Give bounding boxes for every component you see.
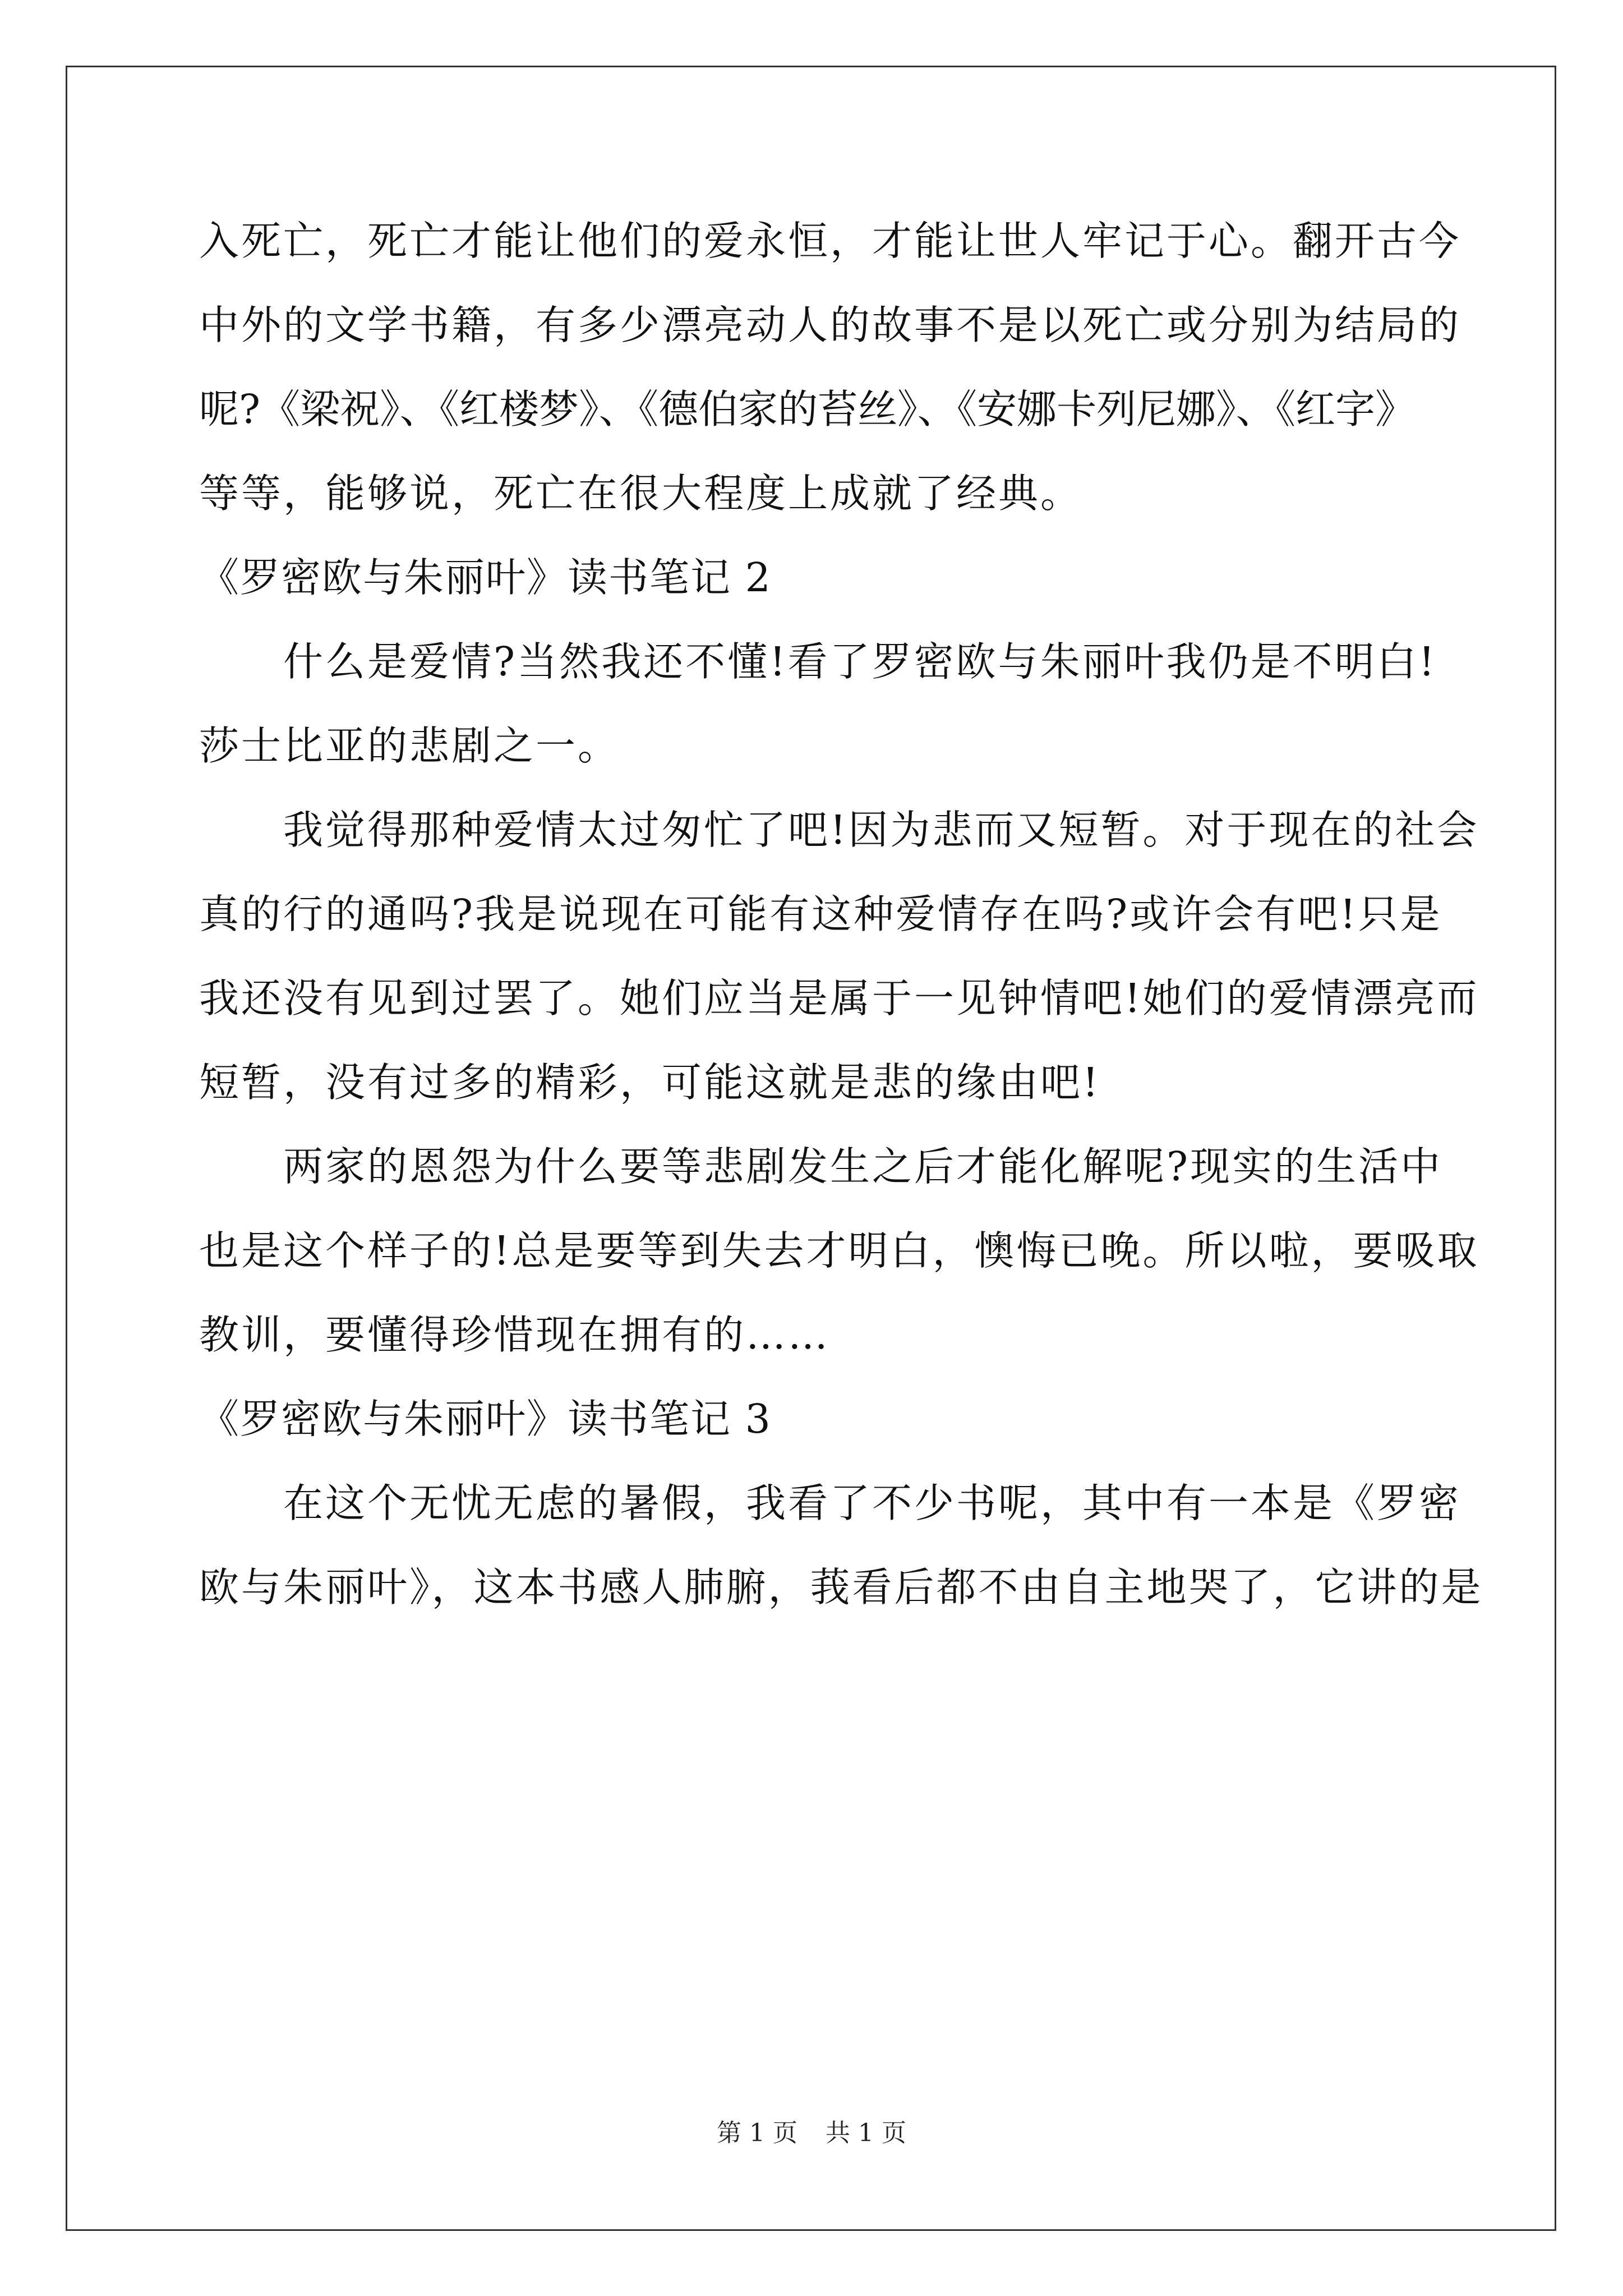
text-line: 等等，能够说，死亡在很大程度上成就了经典。 <box>199 470 1083 517</box>
section-heading: 《罗密欧与朱丽叶》读书笔记 2 <box>199 554 772 601</box>
text-line: 呢?《梁祝》、《红楼梦》、《德伯家的苔丝》、《安娜卡列尼娜》、《红字》 <box>199 386 1415 432</box>
text-line: 欧与朱丽叶》，这本书感人肺腑，莪看后都不由自主地哭了，它讲的是 <box>199 1564 1483 1611</box>
document-body <box>199 199 1483 1630</box>
text-line: 在这个无忧无虑的暑假，我看了不少书呢，其中有一本是《罗密 <box>283 1480 1461 1526</box>
page-footer <box>0 2116 1623 2150</box>
text-line: 中外的文学书籍，有多少漂亮动人的故事不是以死亡或分别为结局的 <box>199 302 1461 348</box>
text-line: 莎士比亚的悲剧之一。 <box>199 723 620 769</box>
text-line: 真的行的通吗?我是说现在可能有这种爱情存在吗?或许会有吧!只是 <box>199 891 1442 937</box>
text-line: 也是这个样子的!总是要等到失去才明白，懊悔已晚。所以啦，要吸取 <box>199 1227 1479 1274</box>
text-line: 入死亡，死亡才能让他们的爱永恒，才能让世人牢记于心。翻开古今 <box>199 218 1461 264</box>
text-line: 我觉得那种爱情太过匆忙了吧!因为悲而又短暂。对于现在的社会 <box>283 807 1479 853</box>
text-line: 短暂，没有过多的精彩，可能这就是悲的缘由吧! <box>199 1059 1101 1106</box>
page-number: 第 1 页 <box>717 2119 797 2147</box>
text-line: 教训，要懂得珍惜现在拥有的…… <box>199 1312 831 1358</box>
section-heading: 《罗密欧与朱丽叶》读书笔记 3 <box>199 1396 772 1442</box>
page-total: 共 1 页 <box>826 2119 906 2147</box>
text-line: 什么是爱情?当然我还不懂!看了罗密欧与朱丽叶我仍是不明白! <box>283 638 1437 685</box>
text-line: 两家的恩怨为什么要等悲剧发生之后才能化解呢?现实的生活中 <box>283 1143 1443 1190</box>
text-line: 我还没有见到过罢了。她们应当是属于一见钟情吧!她们的爱情漂亮而 <box>199 975 1479 1022</box>
